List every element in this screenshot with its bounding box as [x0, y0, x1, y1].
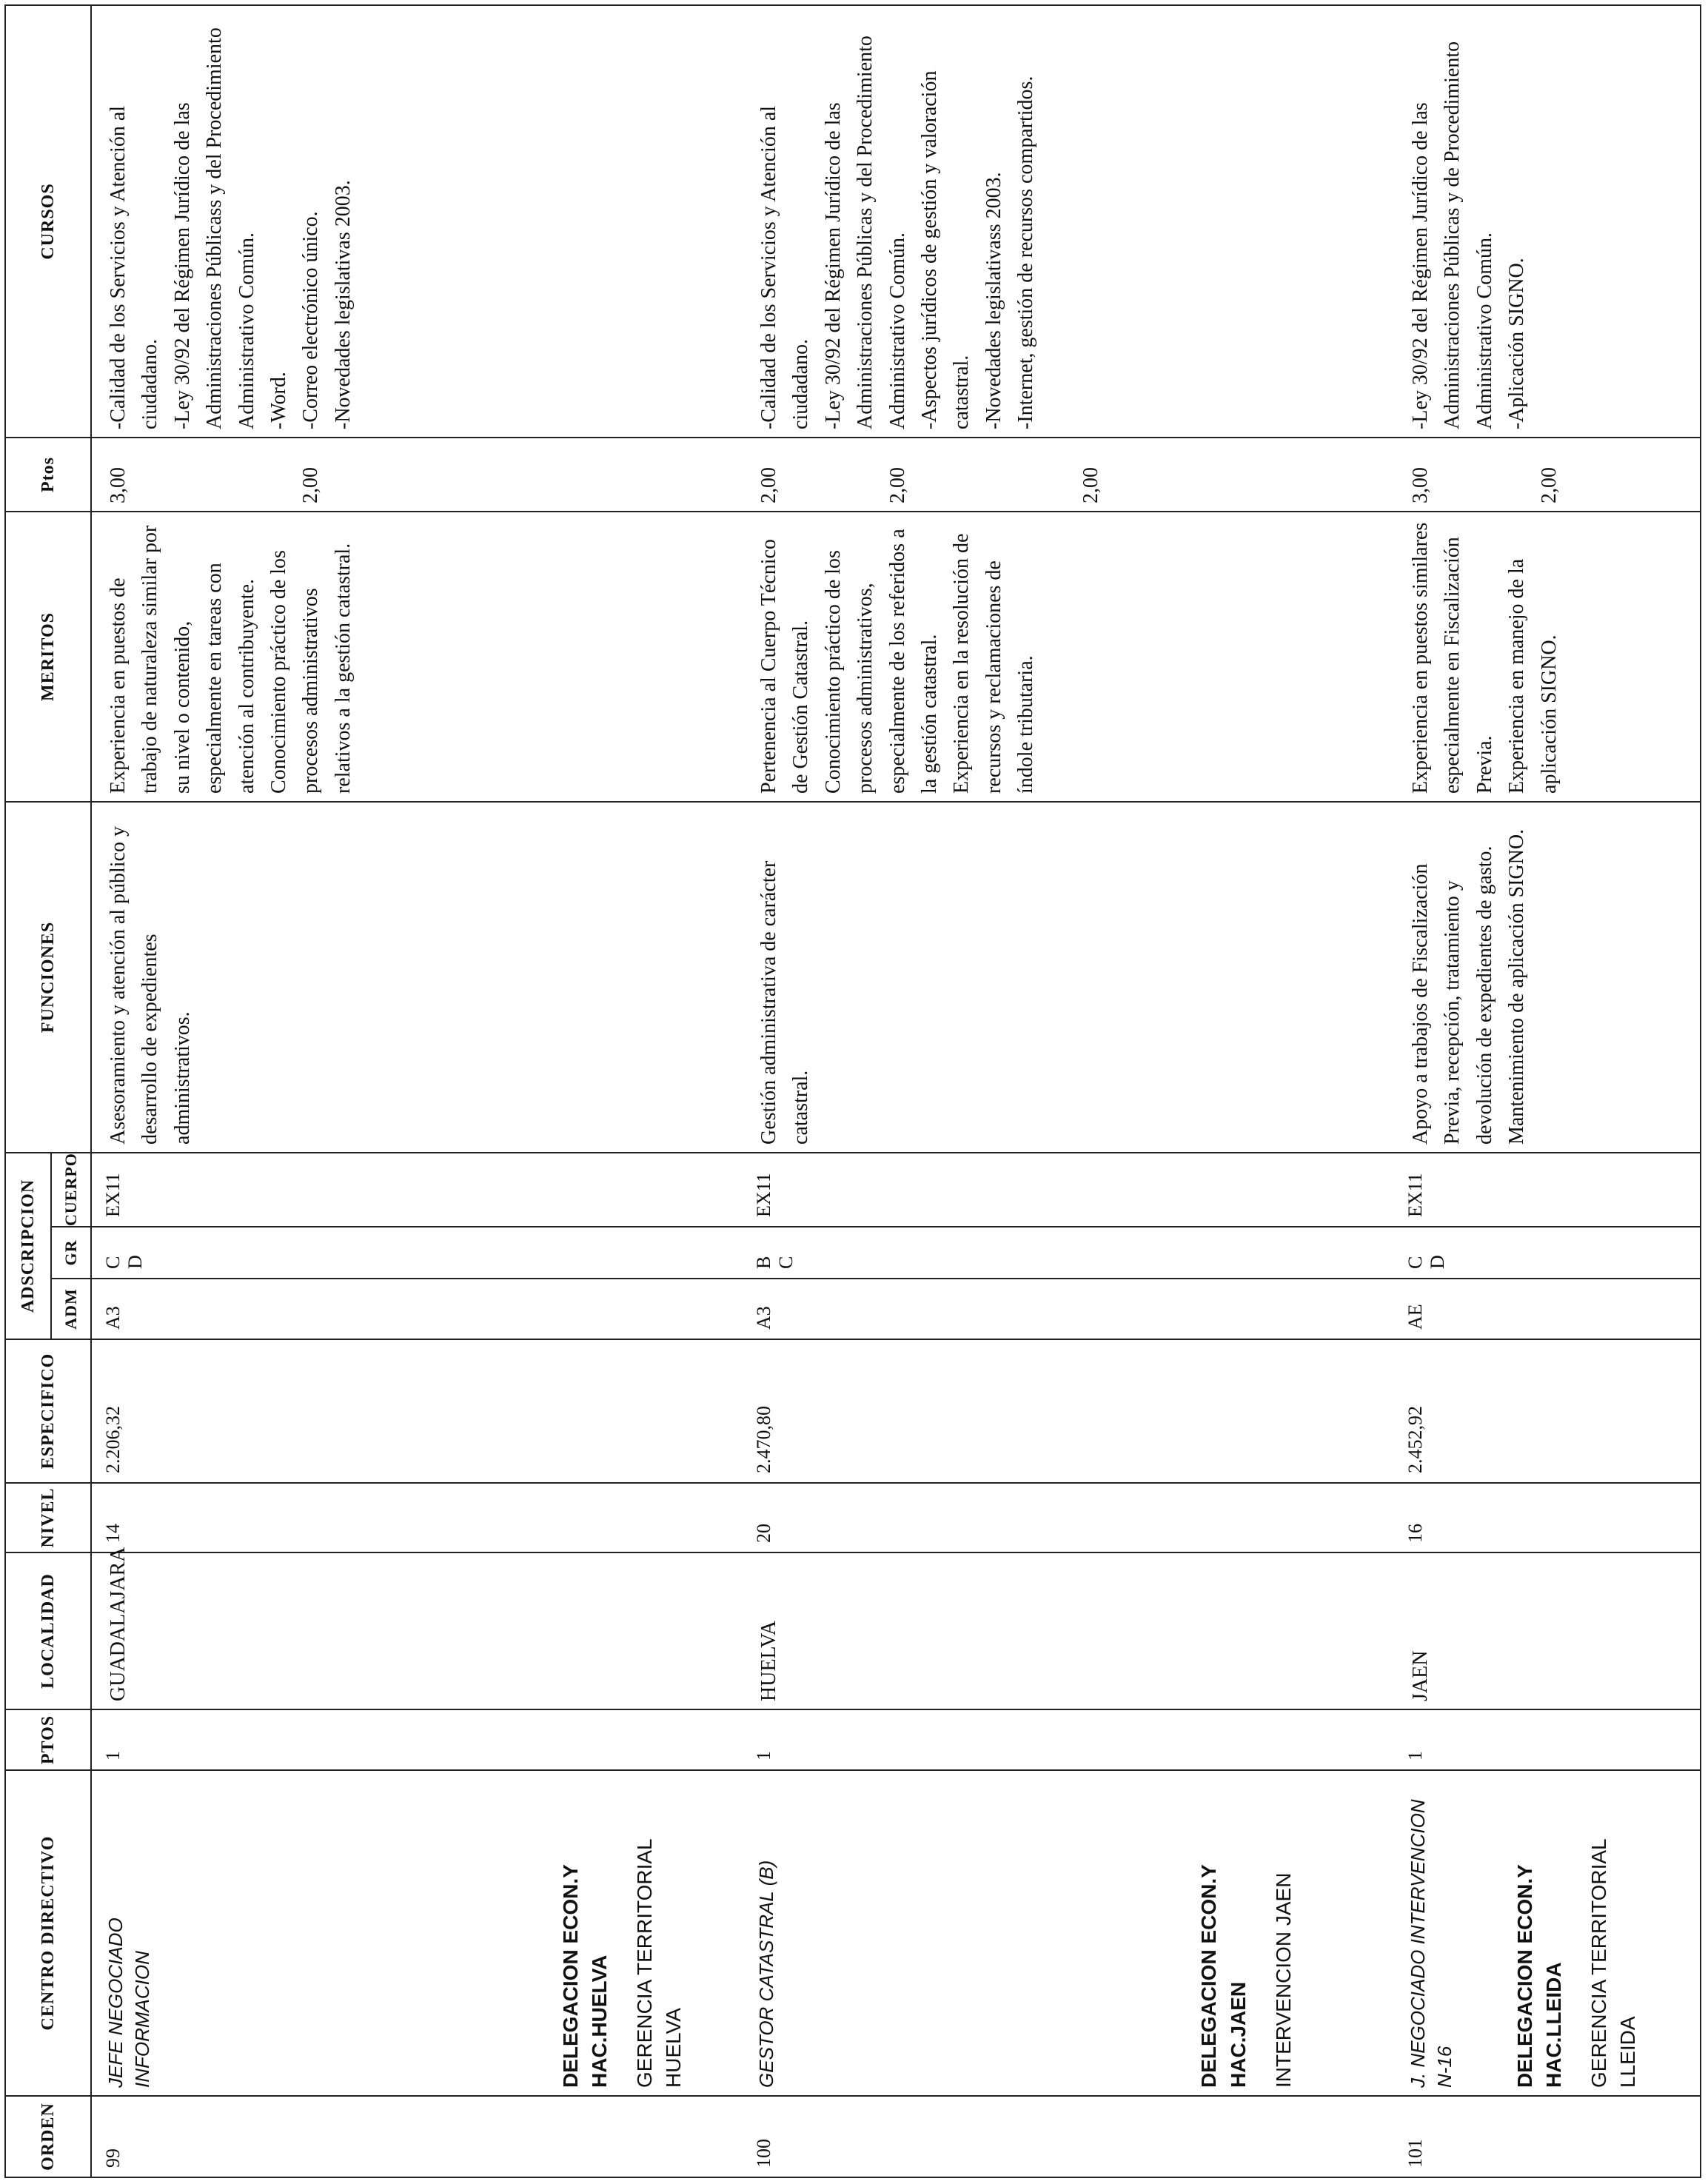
- orden-cell: 99: [91, 2096, 743, 2177]
- centro-directivo-cell: [743, 1770, 1394, 2096]
- header-orden: ORDEN: [5, 2096, 91, 2177]
- cursos-cell: [91, 5, 743, 438]
- curso-item: -Ley 30/92 del Régimen Jurídico de las Administraciones Públicas y del Procedimiento Administrativo Común.: [821, 36, 909, 429]
- funciones-cell: Asesoramiento y atención al público y desarrollo de expedientes administrativos.: [91, 802, 743, 1153]
- adm-cell: AE: [1394, 1279, 1701, 1339]
- header-nivel: NIVEL: [5, 1483, 91, 1552]
- curso-item: -Aspectos jurídicos de gestión y valoración catastral.: [917, 70, 974, 429]
- curso-item: -Calidad de los Servicios y Atención al ciudadano.: [757, 105, 813, 429]
- gr-cell: [743, 1227, 1394, 1279]
- curso-item: -Novedades legislativass 2003.: [982, 172, 1005, 429]
- next-delegacion: DELEGACION ECON.Y HAC.LLEIDA: [1513, 1864, 1565, 2088]
- gr-value: C: [775, 1256, 797, 1269]
- table-row: [91, 5, 743, 2177]
- curso-item: -Calidad de los Servicios y Atención al ciudadano.: [107, 105, 162, 429]
- funciones-cell: Gestión administrativa de carácter catastral.: [743, 802, 1394, 1153]
- gr-value: B: [753, 1256, 774, 1269]
- header-localidad: LOCALIDAD: [5, 1552, 91, 1709]
- ptos-cell: 1: [1394, 1709, 1701, 1770]
- puntos-value: 2,00: [757, 466, 780, 503]
- puntos-value: 2,00: [1538, 466, 1561, 503]
- adm-cell: A3: [743, 1279, 1394, 1339]
- ptos-cell: 1: [91, 1709, 743, 1770]
- header-adm: ADM: [51, 1279, 91, 1339]
- nivel-cell: 20: [743, 1483, 1394, 1552]
- puesto-title: JEFE NEGOCIADO INFORMACION: [104, 1917, 154, 2088]
- header-cuerpo: CUERPO: [51, 1153, 91, 1227]
- next-delegacion: DELEGACION ECON.Y HAC.JAEN: [1197, 1864, 1250, 2088]
- curso-item: -Word.: [267, 372, 290, 429]
- localidad-cell: GUADALAJARA: [91, 1552, 743, 1709]
- header-adscripcion: ADSCRIPCION: [5, 1153, 51, 1339]
- centro-directivo-cell: [91, 1770, 743, 2096]
- funciones-cell: Apoyo a trabajos de Fiscalización Previa, recepción, tratamiento y devolución de expedientes de gasto. Mantenimiento de aplicación SIGNO.: [1394, 802, 1701, 1153]
- curso-item: -Ley 30/92 del Régimen Jurídico de las Administraciones Públicass y del Procedimiento Administrativo Común.: [170, 27, 258, 429]
- puntos-value: 3,00: [1409, 466, 1432, 503]
- table-row: [1394, 5, 1701, 2177]
- especifico-cell: 2.452,92: [1394, 1339, 1701, 1483]
- header-meritos: MERITOS: [5, 512, 91, 802]
- curso-item: -Novedades legislativas 2003.: [331, 180, 355, 429]
- puntos-cell: [1394, 438, 1701, 512]
- gr-value: C: [102, 1256, 124, 1269]
- merito-item: Experiencia en la resolución de recursos y reclamaciones de índole tributaria.: [950, 533, 1038, 794]
- next-gerencia: GERENCIA TERRITORIAL HUELVA: [633, 1839, 686, 2088]
- cursos-cell: [743, 5, 1394, 438]
- nivel-cell: 14: [91, 1483, 743, 1552]
- especifico-cell: 2.206,32: [91, 1339, 743, 1483]
- especifico-cell: 2.470,80: [743, 1339, 1394, 1483]
- merito-item: Experiencia en manejo de la aplicación SIGNO.: [1505, 558, 1561, 794]
- puntos-cell: [91, 438, 743, 512]
- merito-item: Experiencia en puestos similares especialmente en Fiscalización Previa.: [1409, 522, 1496, 794]
- gr-value: D: [1427, 1255, 1448, 1269]
- header-especifico: ESPECIFICO: [5, 1339, 91, 1483]
- gr-value: D: [124, 1255, 146, 1269]
- puntos-cell: [743, 438, 1394, 512]
- header-centro-directivo: CENTRO DIRECTIVO: [5, 1770, 91, 2096]
- table-row: [743, 5, 1394, 2177]
- curso-item: -Ley 30/92 del Régimen Jurídico de las Administraciones Públicas y de Procedimiento Administrativo Común.: [1409, 41, 1496, 429]
- curso-item: -Aplicación SIGNO.: [1505, 258, 1529, 429]
- merito-item: Experiencia en puestos de trabajo de naturaleza similar por su nivel o contenido, especialmente en tareas con atención al contribuyente.: [107, 525, 258, 794]
- header-ptos: PTOS: [5, 1709, 91, 1770]
- meritos-cell: [1394, 512, 1701, 802]
- merito-item: Conocimiento práctico de los procesos administrativos relativos a la gestión catastral.: [267, 543, 355, 794]
- next-intervencion: INTERVENCION JAEN: [1271, 1872, 1295, 2088]
- meritos-cell: [743, 512, 1394, 802]
- header-gr: GR: [51, 1227, 91, 1279]
- puntos-value: 2,00: [299, 466, 323, 503]
- gr-value: C: [1404, 1256, 1426, 1269]
- next-delegacion: DELEGACION ECON.Y HAC.HUELVA: [558, 1864, 611, 2088]
- cuerpo-cell: EX11: [743, 1153, 1394, 1227]
- curso-item: -Internet, gestión de recursos compartidos.: [1014, 76, 1038, 429]
- cuerpo-cell: EX11: [91, 1153, 743, 1227]
- orden-cell: 100: [743, 2096, 1394, 2177]
- nivel-cell: 16: [1394, 1483, 1701, 1552]
- curso-item: -Correo electrónico único.: [299, 211, 323, 429]
- centro-directivo-cell: [1394, 1770, 1701, 2096]
- merito-item: Pertenencia al Cuerpo Técnico de Gestión Catastral.: [757, 539, 813, 794]
- meritos-cell: [91, 512, 743, 802]
- adm-cell: A3: [91, 1279, 743, 1339]
- gr-cell: [91, 1227, 743, 1279]
- puesto-title: J. NEGOCIADO INTERVENCION N-16: [1407, 1799, 1456, 2088]
- cuerpo-cell: EX11: [1394, 1153, 1701, 1227]
- header-pts: Ptos: [5, 438, 91, 512]
- puesto-title: GESTOR CATASTRAL (B): [755, 1860, 777, 2088]
- header-cursos: CURSOS: [5, 5, 91, 438]
- header-funciones: FUNCIONES: [5, 802, 91, 1153]
- merito-item: Conocimiento práctico de los procesos administrativos, especialmente de los referidos a la gestión catastral.: [821, 529, 941, 794]
- localidad-cell: HUELVA: [743, 1552, 1394, 1709]
- puntos-value: 2,00: [1079, 466, 1102, 503]
- next-gerencia: GERENCIA TERRITORIAL LLEIDA: [1587, 1839, 1640, 2088]
- orden-cell: 101: [1394, 2096, 1701, 2177]
- ptos-cell: 1: [743, 1709, 1394, 1770]
- puntos-value: 3,00: [107, 466, 130, 503]
- job-positions-table: [4, 4, 1701, 2178]
- gr-cell: [1394, 1227, 1701, 1279]
- cursos-cell: [1394, 5, 1701, 438]
- localidad-cell: JAEN: [1394, 1552, 1701, 1709]
- puntos-value: 2,00: [886, 466, 910, 503]
